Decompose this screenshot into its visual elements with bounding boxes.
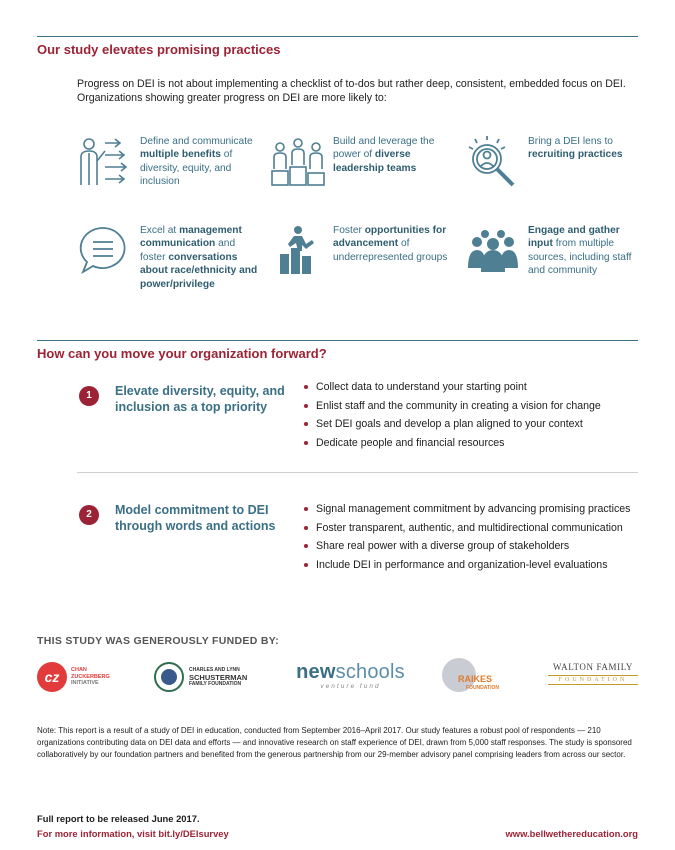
- czi-line: INITIATIVE: [71, 680, 99, 687]
- walton-line1: WALTON FAMILY: [553, 662, 633, 672]
- newschools-subtitle: venture fund: [320, 683, 381, 690]
- group-people-icon: [465, 224, 521, 278]
- practice-text: [140, 135, 258, 189]
- czi-logo-mark: cz: [37, 662, 67, 692]
- practice-text-part: Engage and gather input: [528, 225, 620, 250]
- practice-text-part: opportunities for advancement: [333, 225, 447, 250]
- priority-title: Model commitment to DEI through words and actions: [115, 503, 276, 533]
- priority-title: Elevate diversity, equity, and inclusion as a top priority: [115, 384, 285, 414]
- speech-bubble-icon: [77, 224, 133, 278]
- newschools-logo: [293, 661, 408, 695]
- czi-logo: [37, 660, 127, 694]
- practice-item: [270, 224, 451, 278]
- magnifier-person-icon: [465, 135, 521, 189]
- section-heading-practices: Our study elevates promising practices: [37, 42, 281, 57]
- schusterman-line: CHARLES AND LYNN: [189, 666, 240, 673]
- practice-text-part: from multiple sources, including staff and community: [528, 238, 632, 277]
- practice-text: [333, 135, 451, 189]
- priority-divider: [77, 472, 638, 473]
- practice-item: [77, 224, 258, 291]
- practice-item: [77, 135, 258, 189]
- priority-bullets: [303, 378, 601, 452]
- practice-text-part: multiple benefits: [140, 149, 221, 161]
- raikes-name: RAIKES: [458, 674, 493, 684]
- walton-logo: [548, 662, 638, 685]
- practice-text-part: conversations about race/ethnicity and power/privilege: [140, 251, 258, 290]
- section-heading-forward: How can you move your organization forward?: [37, 346, 327, 361]
- schusterman-logo: [154, 660, 264, 694]
- priority-bullets: [303, 500, 630, 574]
- raikes-sub: FOUNDATION: [466, 685, 499, 691]
- more-info-link[interactable]: For more information, visit bit.ly/DEIsurvey: [37, 828, 229, 839]
- bullet-item: Include DEI in performance and organization-level evaluations: [303, 556, 630, 575]
- newschools-word-schools: schools: [335, 661, 405, 683]
- priority-number-badge: 1: [79, 386, 99, 406]
- climbing-steps-icon: [270, 224, 326, 278]
- walton-line2: FOUNDATION: [548, 675, 638, 685]
- practice-text: [333, 224, 451, 278]
- practice-item: [270, 135, 451, 189]
- practice-text-part: management communication: [140, 225, 242, 250]
- schusterman-line: SCHUSTERMAN: [189, 672, 248, 682]
- presenter-arrows-icon: [77, 135, 133, 189]
- priority-number-badge: 2: [79, 505, 99, 525]
- section-divider: [37, 340, 638, 341]
- bullet-item: Signal management commitment by advancing promising practices: [303, 500, 630, 519]
- practice-item: [465, 224, 646, 278]
- funders-heading: THIS STUDY WAS GENEROUSLY FUNDED BY:: [37, 635, 280, 647]
- practice-text-part: Excel at: [140, 225, 180, 236]
- practice-text: [528, 135, 646, 189]
- schusterman-seal-icon: [154, 662, 184, 692]
- practice-text: [140, 224, 258, 291]
- intro-paragraph: Progress on DEI is not about implementing a checklist of to-dos but rather deep, consistent, embedded focus on DEI. Organizations showing greater progress on DEI are more likely to:: [77, 78, 626, 104]
- practice-text-part: Build and leverage the power of: [333, 136, 435, 161]
- practice-text-part: Bring a DEI lens to: [528, 136, 613, 147]
- bullet-item: Share real power with a diverse group of stakeholders: [303, 537, 630, 556]
- practice-text-part: recruiting practices: [528, 149, 623, 161]
- bullet-item: Enlist staff and the community in creating a vision for change: [303, 397, 601, 416]
- website-link[interactable]: www.bellwethereducation.org: [505, 828, 638, 839]
- bullet-item: Collect data to understand your starting point: [303, 378, 601, 397]
- practice-text-part: Foster: [333, 225, 365, 236]
- practice-item: [465, 135, 646, 189]
- bullet-item: Foster transparent, authentic, and multidirectional communication: [303, 519, 630, 538]
- top-divider: [37, 36, 638, 37]
- release-text: Full report to be released June 2017.: [37, 813, 200, 824]
- practice-text-part: diverse leadership teams: [333, 149, 417, 174]
- bullet-item: Set DEI goals and develop a plan aligned to your context: [303, 415, 601, 434]
- practice-text-part: Define and communicate: [140, 136, 253, 147]
- schusterman-line: FAMILY FOUNDATION: [189, 680, 242, 687]
- practice-text: [528, 224, 646, 278]
- leadership-team-icon: [270, 135, 326, 189]
- study-note: Note: This report is a result of a study of DEI in education, conducted from September 2016–April 2017. Our study features a robust pool of respondents — 210 organizations contributing data on DEI data and efforts — and innovative research on staff experience of DEI, drawn from 5,000 staff responses. The study is sponsored collaboratively by our foundation partners and benefited from the generous partnership from our 29-member advisory panel comprising leaders from across our sector.: [37, 726, 632, 759]
- czi-line: ZUCKERBERG: [71, 673, 110, 680]
- practice-text-part: and foster: [140, 238, 236, 263]
- practice-text-part: of diversity, equity, and inclusion: [140, 149, 233, 188]
- practice-text-part: of underrepresented groups: [333, 238, 448, 263]
- bullet-item: Dedicate people and financial resources: [303, 434, 601, 453]
- raikes-logo: [440, 656, 520, 696]
- czi-line: CHAN: [71, 667, 87, 674]
- newschools-word-new: new: [296, 661, 336, 683]
